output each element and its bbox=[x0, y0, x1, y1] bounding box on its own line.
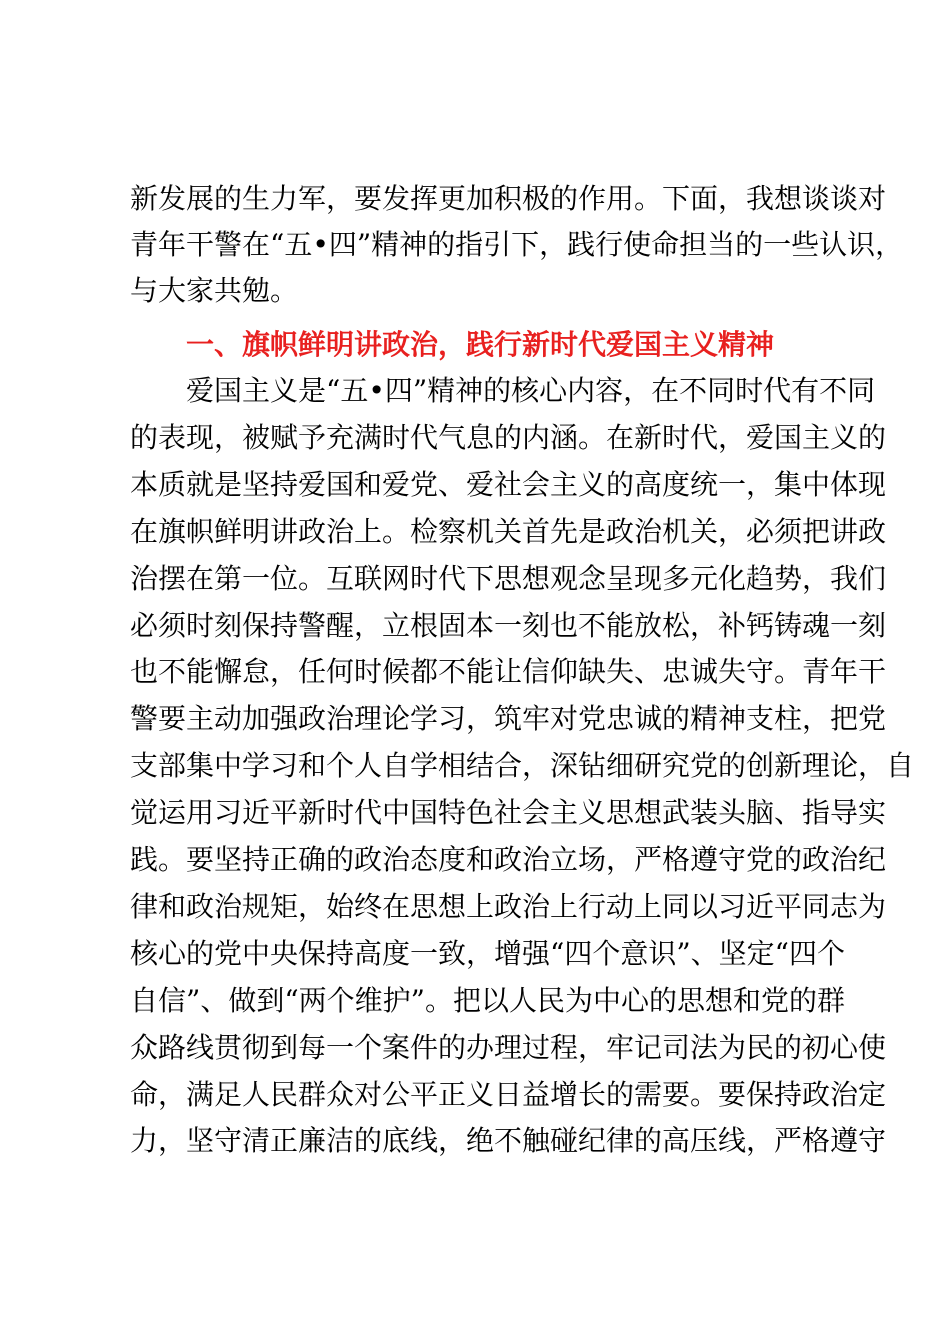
body-line: 自信”、做到“两个维护”。把以人民为中心的思想和党的群 bbox=[130, 984, 845, 1017]
body-line: 觉运用习近平新时代中国特色社会主义思想武装头脑、指导实 bbox=[130, 796, 887, 829]
body-line: 律和政治规矩，始终在思想上政治上行动上同以习近平同志为 bbox=[130, 890, 887, 923]
body-line: 的表现，被赋予充满时代气息的内涵。在新时代，爱国主义的 bbox=[130, 421, 887, 454]
body-line: 支部集中学习和个人自学相结合，深钻细研究党的创新理论，自 bbox=[130, 749, 915, 782]
body-line: 本质就是坚持爱国和爱党、爱社会主义的高度统一，集中体现 bbox=[130, 468, 887, 501]
body-line: 爱国主义是“五•四”精神的核心内容，在不同时代有不同 bbox=[186, 374, 876, 407]
body-line: 警要主动加强政治理论学习，筑牢对党忠诚的精神支柱，把党 bbox=[130, 702, 887, 735]
intro-line: 青年干警在“五•四”精神的指引下，践行使命担当的一些认识， bbox=[130, 228, 904, 261]
body-line: 践。要坚持正确的政治态度和政治立场，严格遵守党的政治纪 bbox=[130, 843, 887, 876]
body-line: 命，满足人民群众对公平正义日益增长的需要。要保持政治定 bbox=[130, 1078, 887, 1111]
intro-line: 与大家共勉。 bbox=[130, 274, 299, 307]
intro-line: 新发展的生力军，要发挥更加积极的作用。下面，我想谈谈对 bbox=[130, 182, 887, 215]
section-heading: 一、旗帜鲜明讲政治，践行新时代爱国主义精神 bbox=[186, 328, 775, 361]
body-line: 治摆在第一位。互联网时代下思想观念呈现多元化趋势，我们 bbox=[130, 562, 887, 595]
body-line: 也不能懈怠，任何时候都不能让信仰缺失、忠诚失守。青年干 bbox=[130, 655, 887, 688]
body-line: 力，坚守清正廉洁的底线，绝不触碰纪律的高压线，严格遵守 bbox=[130, 1124, 887, 1157]
body-line: 必须时刻保持警醒，立根固本一刻也不能放松，补钙铸魂一刻 bbox=[130, 609, 887, 642]
body-line: 众路线贯彻到每一个案件的办理过程，牢记司法为民的初心使 bbox=[130, 1031, 887, 1064]
body-line: 核心的党中央保持高度一致，增强“四个意识”、坚定“四个 bbox=[130, 937, 845, 970]
body-line: 在旗帜鲜明讲政治上。检察机关首先是政治机关，必须把讲政 bbox=[130, 515, 887, 548]
